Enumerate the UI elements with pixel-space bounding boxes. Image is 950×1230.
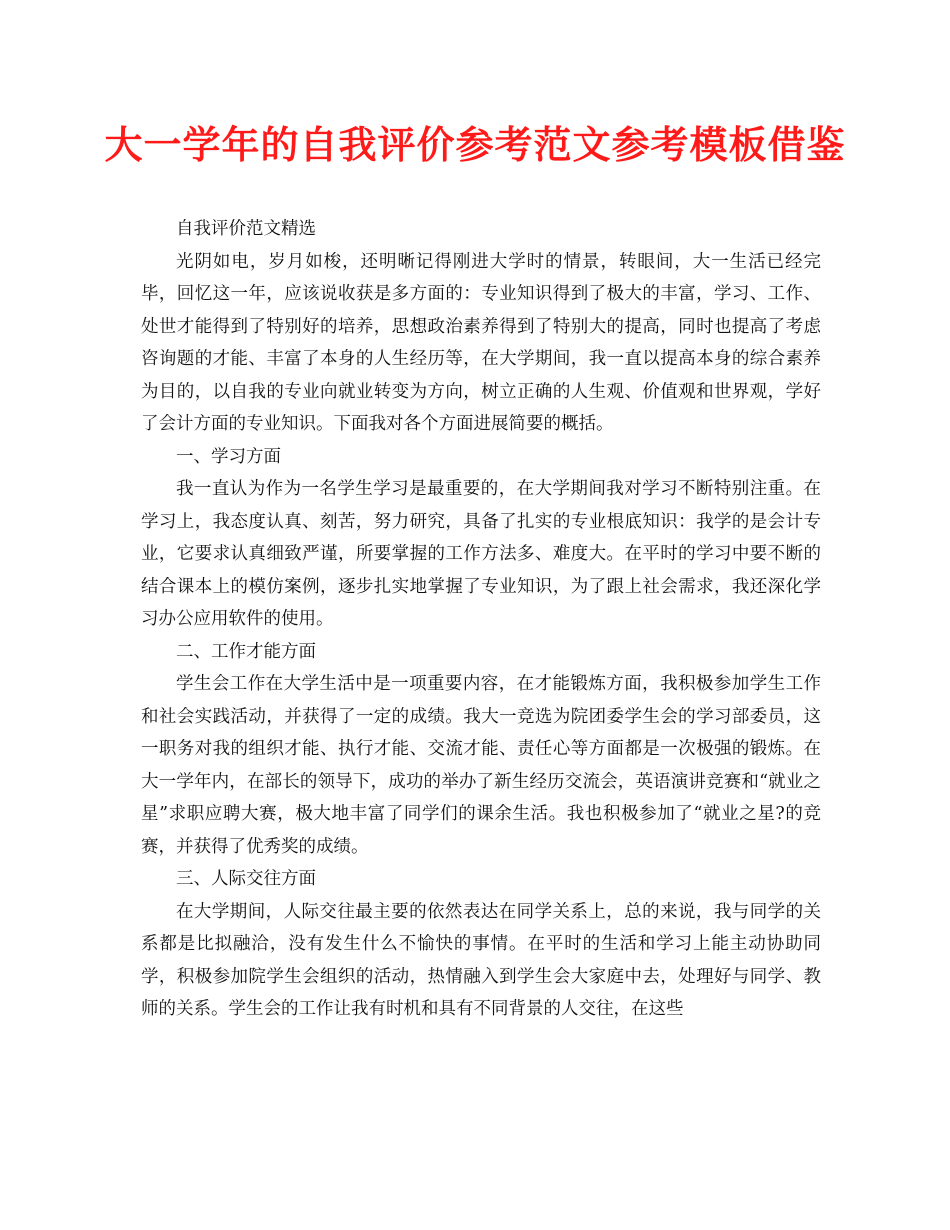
paragraph-intro: 光阴如电，岁月如梭，还明晰记得刚进大学时的情景，转眼间，大一生活已经完毕，回忆这一年，应该说收获是多方面的：专业知识得到了极大的丰富，学习、工作、处世才能得到了特别好的培养，思想政治素养得到了特别大的提高，同时也提高了考虑咨询题的才能、丰富了本身的人生经历等，在大学期间，我一直以提高本身的综合素养为目的，以自我的专业向就业转变为方向，树立正确的人生观、价值观和世界观，学好了会计方面的专业知识。下面我对各个方面进展简要的概括。 [141,251,821,434]
paragraph-study: 我一直认为作为一名学生学习是最重要的，在大学期间我对学习不断特别注重。在学习上，我态度认真、刻苦，努力研究，具备了扎实的专业根底知识：我学的是会计专业，它要求认真细致严谨，所要掌握的工作方法多、难度大。在平时的学习中要不断的结合课本上的模仿案例，逐步扎实地掌握了专业知识，为了跟上社会需求，我还深化学习办公应用软件的使用。 [141,479,821,629]
document-body [141,213,821,1026]
paragraph-intro-label: 自我评价范文精选 [176,219,316,239]
section-heading-work: 二、工作才能方面 [176,641,316,662]
document-title: 大一学年的自我评价参考范文参考模板借鉴 [104,123,846,167]
paragraph-work: 学生会工作在大学生活中是一项重要内容，在才能锻炼方面，我积极参加学生工作和社会实践活动，并获得了一定的成绩。我大一竞选为院团委学生会的学习部委员，这一职务对我的组织才能、执行才能、交流才能、责任心等方面都是一次极强的锻炼。在大一学年内，在部长的领导下，成功的举办了新生经历交流会，英语演讲竞赛和“就业之星”求职应聘大赛，极大地丰富了同学们的课余生活。我也积极参加了“就业之星?的竞赛，并获得了优秀奖的成绩。 [141,674,821,857]
paragraph-social: 在大学期间，人际交往最主要的依然表达在同学关系上，总的来说，我与同学的关系都是比拟融洽，没有发生什么不愉快的事情。在平时的生活和学习上能主动协助同学，积极参加院学生会组织的活动，热情融入到学生会大家庭中去，处理好与同学、教师的关系。学生会的工作让我有时机和具有不同背景的人交往，在这些 [141,901,821,1019]
section-heading-social: 三、人际交往方面 [176,869,316,889]
section-heading-study: 一、学习方面 [176,446,281,467]
